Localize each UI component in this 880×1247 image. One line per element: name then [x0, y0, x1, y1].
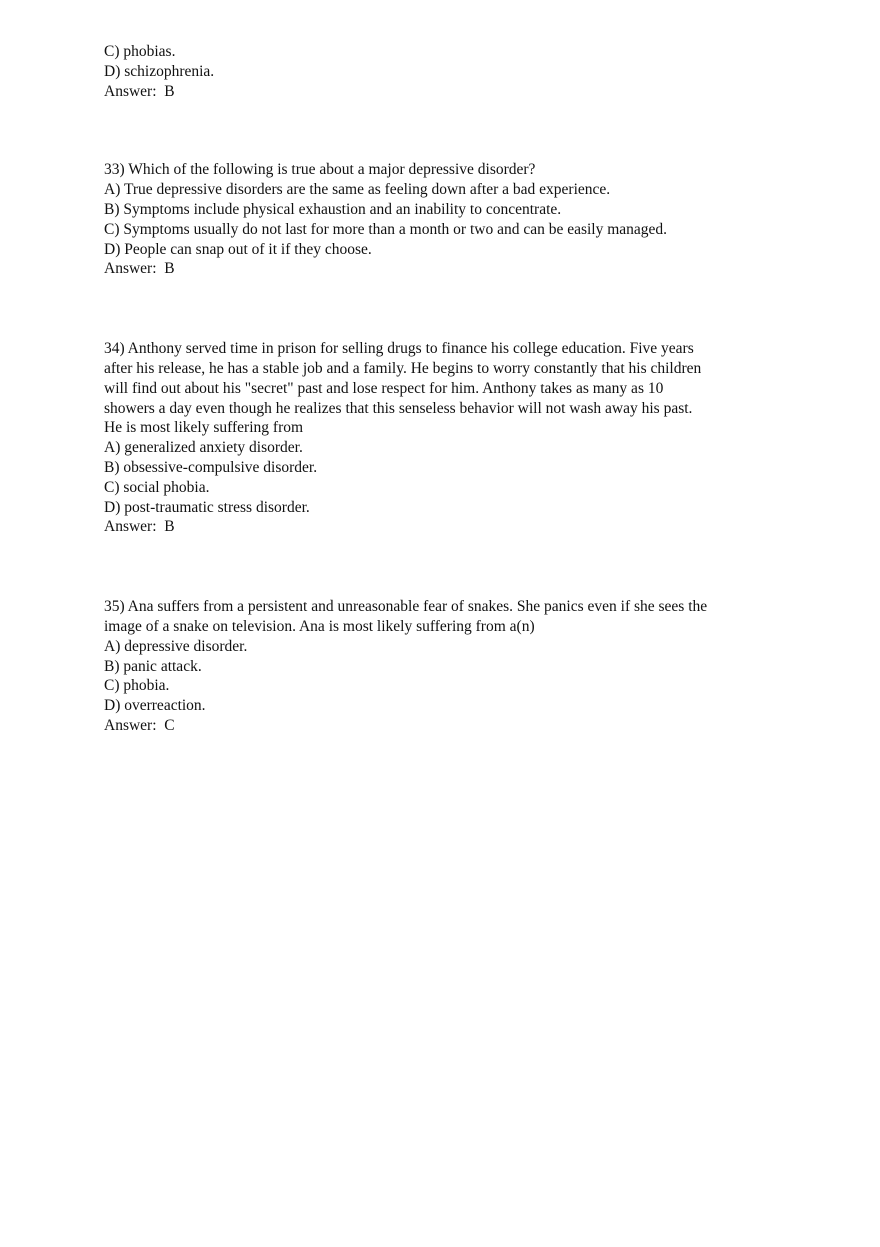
answer: Answer: C: [104, 716, 175, 734]
option-b: B) Symptoms include physical exhaustion and an inability to concentrate.: [104, 200, 562, 218]
stem-line: 33) Which of the following is true about a major depressive disorder?: [104, 161, 536, 179]
spacer: [104, 537, 794, 597]
option-a: A) True depressive disorders are the same as feeling down after a bad experience.: [104, 181, 611, 199]
question-32-continuation: [104, 42, 794, 101]
option-a: A) generalized anxiety disorder.: [104, 439, 303, 457]
stem-line: image of a snake on television. Ana is most likely suffering from a(n): [104, 617, 535, 635]
spacer: [104, 279, 794, 339]
stem-line: after his release, he has a stable job and a family. He begins to worry constantly that his children: [104, 359, 702, 377]
option-b: B) panic attack.: [104, 657, 202, 675]
document-page: [104, 42, 794, 736]
option-d: D) schizophrenia.: [104, 62, 215, 80]
option-a: A) depressive disorder.: [104, 637, 248, 655]
option-d: D) overreaction.: [104, 697, 206, 715]
answer: Answer: B: [104, 82, 175, 100]
option-d: D) post-traumatic stress disorder.: [104, 498, 310, 516]
question-stem: [104, 339, 794, 438]
option-c: C) Symptoms usually do not last for more than a month or two and can be easily managed.: [104, 220, 668, 238]
question-stem: [104, 160, 794, 180]
question-stem: [104, 597, 794, 637]
stem-line: He is most likely suffering from: [104, 419, 304, 437]
stem-line: 35) Ana suffers from a persistent and unreasonable fear of snakes. She panics even if she sees the: [104, 598, 708, 616]
answer: Answer: B: [104, 260, 175, 278]
option-c: C) phobias.: [104, 43, 176, 60]
spacer: [104, 101, 794, 160]
option-c: C) phobia.: [104, 677, 170, 695]
option-c: C) social phobia.: [104, 478, 210, 496]
stem-line: will find out about his "secret" past and lose respect for him. Anthony takes as many as 10: [104, 379, 664, 397]
question-34: [104, 339, 794, 537]
question-35: [104, 597, 794, 736]
stem-line: showers a day even though he realizes that this senseless behavior will not wash away his past.: [104, 399, 693, 417]
answer: Answer: B: [104, 518, 175, 536]
stem-line: 34) Anthony served time in prison for selling drugs to finance his college education. Five years: [104, 340, 694, 358]
option-b: B) obsessive-compulsive disorder.: [104, 458, 318, 476]
option-d: D) People can snap out of it if they choose.: [104, 240, 372, 258]
question-33: [104, 160, 794, 279]
